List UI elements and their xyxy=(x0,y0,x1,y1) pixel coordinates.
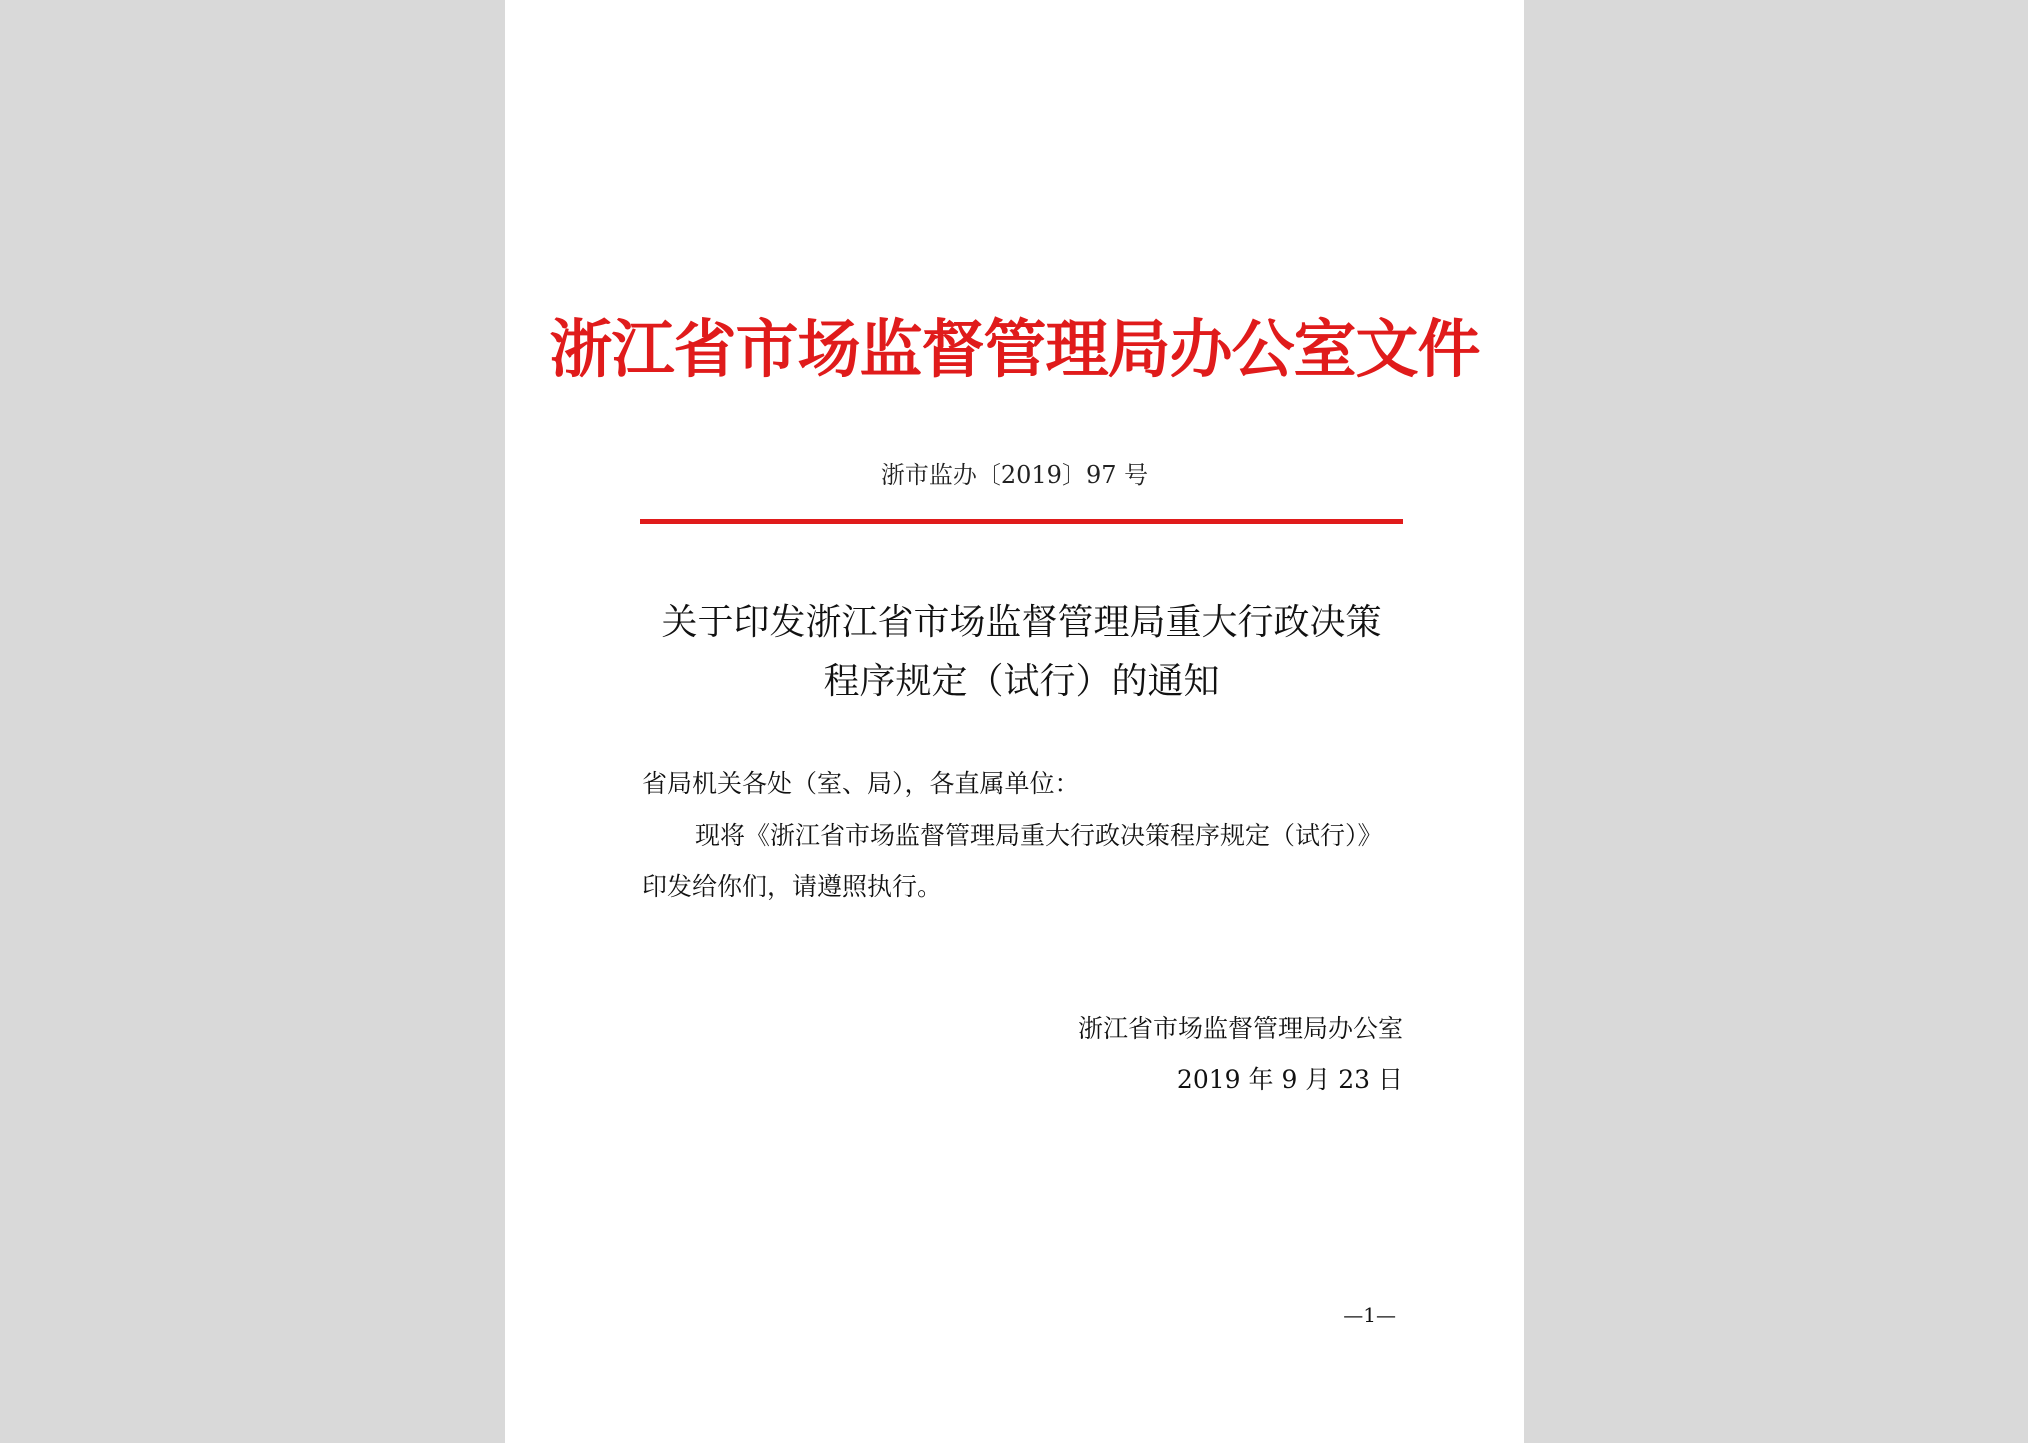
body-paragraph-line: 印发给你们，请遵照执行。 xyxy=(642,872,943,901)
document-subject xyxy=(640,593,1403,711)
red-divider-line xyxy=(640,519,1403,524)
issuer-signature: 浙江省市场监督管理局办公室 xyxy=(1077,1014,1403,1043)
subject-line: 程序规定（试行）的通知 xyxy=(823,661,1220,702)
document-number: 浙市监办〔2019〕97 号 xyxy=(880,461,1149,489)
issue-date: 2019 年 9 月 23 日 xyxy=(1176,1065,1403,1094)
document-page xyxy=(505,0,1524,1443)
body-paragraph-line: 现将《浙江省市场监督管理局重大行政决策程序规定（试行）》 xyxy=(695,821,1383,850)
salutation: 省局机关各处（室、局），各直属单位： xyxy=(642,769,1080,798)
subject-line: 关于印发浙江省市场监督管理局重大行政决策 xyxy=(661,602,1382,643)
page-number: —1— xyxy=(1343,1303,1396,1327)
issuer-header: 浙江省市场监督管理局办公室文件 xyxy=(549,313,1480,386)
